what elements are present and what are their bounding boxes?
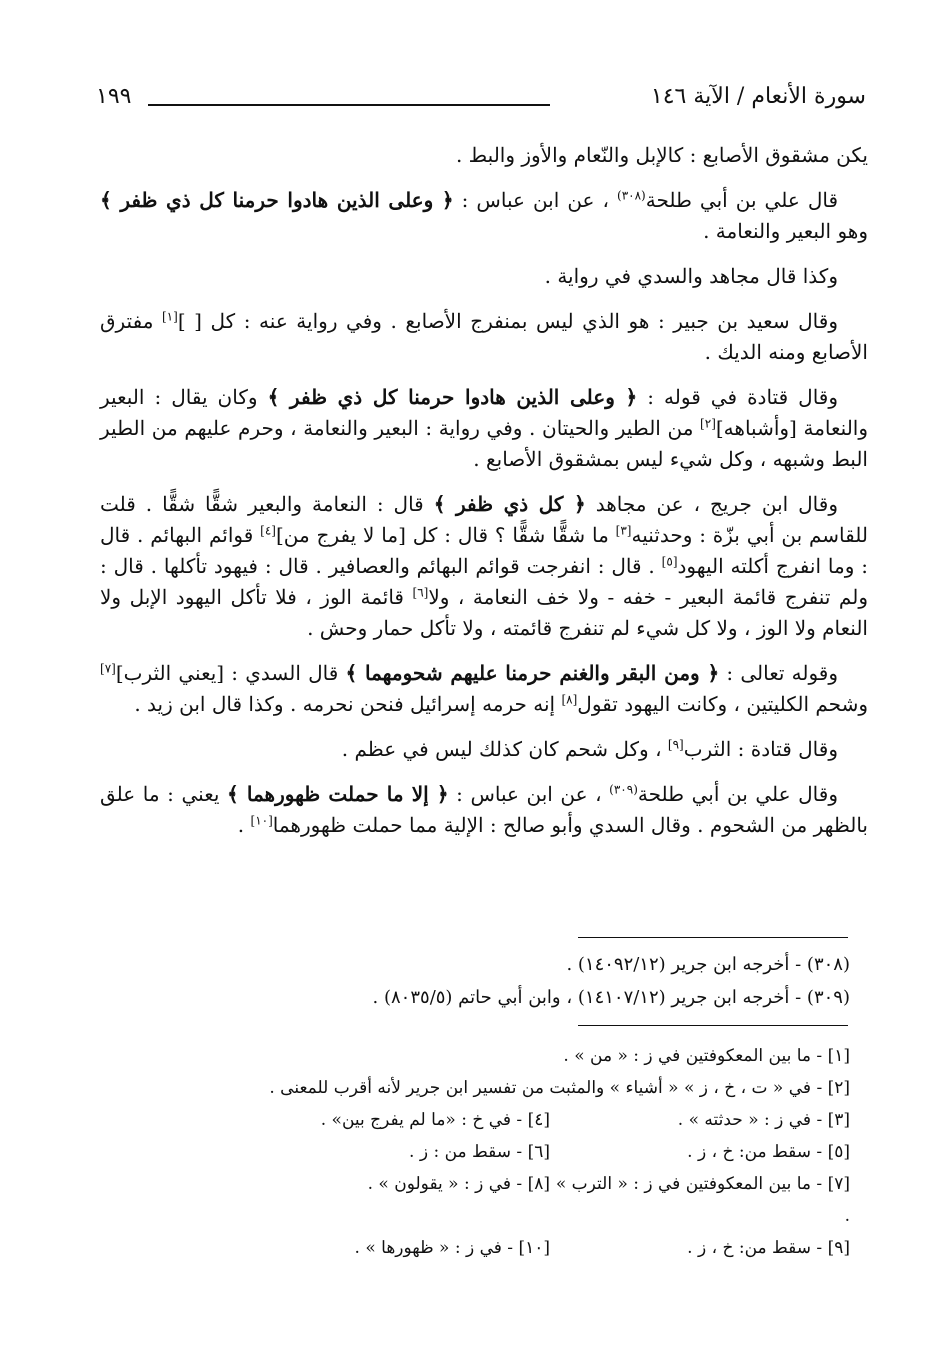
- variant-row: [90, 1168, 850, 1232]
- variant-row: [90, 1232, 850, 1264]
- footnote-marker: (٣٠٩): [609, 782, 638, 797]
- footnote-rule: [578, 937, 848, 938]
- text-run: وكان يقال : البعير والنعامة [وأشباهه]: [100, 385, 868, 440]
- variant-row: [90, 1072, 850, 1104]
- header-rule: [148, 104, 550, 106]
- footnote-marker: [٦]: [412, 585, 429, 600]
- text-run: وكذا قال مجاهد والسدي في رواية .: [544, 264, 838, 288]
- quran-verse: ﴿ وعلى الذين هادوا حرمنا كل ذي ظفر ﴾: [100, 188, 454, 212]
- text-run: وقال ابن جريج ، عن مجاهد: [585, 492, 838, 516]
- text-run: وقال قتادة في قوله :: [637, 385, 839, 409]
- quran-verse: ﴿ وعلى الذين هادوا حرمنا كل ذي ظفر ﴾: [267, 385, 638, 409]
- page-header: [96, 84, 866, 124]
- variant-note: [٥] - سقط من: خ ، ز .: [687, 1142, 850, 1162]
- text-run: ، عن ابن عباس :: [448, 782, 610, 806]
- text-run: وقوله تعالى :: [719, 661, 838, 685]
- manuscript-variants: [90, 1040, 850, 1264]
- footnote-marker: [١]: [161, 309, 178, 324]
- text-run: مفترق الأصابع ومنه الديك .: [100, 309, 868, 364]
- variant-note: [١] - ما بين المعكوفتين في ز : « من » .: [563, 1046, 850, 1066]
- text-run: وقال علي بن أبي طلحة: [637, 782, 838, 806]
- quran-verse: ﴿ ومن البقر والغنم حرمنا عليهم شحومهما ﴾: [345, 661, 720, 685]
- text-run: ، وكل شحم كان كذلك ليس في عظم .: [341, 737, 668, 761]
- variant-note: [٨] - في ز : « يقولون » .: [367, 1174, 550, 1194]
- text-run: . قال : انفرجت قوائم البهائم والعصافير . قال : فيهود تأكلها . قال : ولم تنفرج قائمة البعير - خفه - ولا خف النعامة ، ولا: [100, 554, 868, 609]
- text-run: يعني : ما علق بالظهر من الشحوم . وقال السدي وأبو صالح : الإلية مما حملت ظهورهما: [100, 782, 868, 837]
- running-head: سورة الأنعام / الآية ١٤٦: [650, 84, 866, 109]
- text-run: ما شقًّا شقًّا ؟ قال : كل [ما لا يفرج من]: [275, 523, 616, 547]
- paragraph: [100, 140, 868, 171]
- variant-note: [٣] - في ز : « حدثته » .: [677, 1110, 850, 1130]
- text-run: .: [237, 813, 251, 837]
- text-run: وقال قتادة : الثرب: [683, 737, 838, 761]
- footnote-marker: [٢]: [700, 416, 716, 431]
- footnote-marker: [٤]: [260, 523, 276, 538]
- paragraph: [100, 261, 868, 292]
- footnote-marker: [٣]: [615, 523, 632, 538]
- variant-note: [٦] - سقط من : ز .: [409, 1142, 550, 1162]
- paragraph: [100, 306, 868, 368]
- paragraph: [100, 779, 868, 841]
- paragraph: [100, 489, 868, 644]
- paragraph: [100, 658, 868, 720]
- text-run: من الطير والحيتان . وفي رواية : البعير والنعامة ، وحرم عليهم من الطير البط وشبهه ، وكل شيء ليس بمشقوق الأصابع .: [100, 416, 868, 471]
- footnote-marker: [٨]: [561, 692, 578, 707]
- text-run: يكن مشقوق الأصابع : كالإبل والنّعام والأوز والبط .: [455, 143, 868, 167]
- variant-note: [٩] - سقط من: خ ، ز .: [687, 1238, 850, 1258]
- variant-note: [٧] - ما بين المعكوفتين في ز : « الترب » .: [555, 1174, 850, 1226]
- paragraph: [100, 382, 868, 475]
- variants-rule: [578, 1025, 848, 1026]
- variant-note: [٢] - في « ت ، خ ، ز » « أشياء » والمثبت من تفسير ابن جرير لأنه أقرب للمعنى .: [269, 1078, 850, 1098]
- quran-verse: ﴿ إلا ما حملت ظهورهما ﴾: [226, 782, 449, 806]
- paragraph: [100, 734, 868, 765]
- page-number: ١٩٩: [96, 84, 132, 109]
- text-run: قوائم البهائم . قال : وما انفرج أكلته اليهود: [100, 523, 868, 578]
- text-run: إنه حرمه إسرائيل فنحن نحرمه . وكذا قال ابن زيد .: [134, 692, 562, 716]
- text-run: قائمة الوز ، فلا تأكل اليهود الإبل ولا النعام ولا الوز ، ولا كل شيء لم تنفرج قائمته ، ولا تأكل حمار وحش .: [100, 585, 868, 640]
- text-run: ، عن ابن عباس :: [453, 188, 617, 212]
- footnote-309: (٣٠٩) - أخرجه ابن جرير (١٤١٠٧/١٢) ، وابن أبي حاتم (٨٠٣٥/٥) .: [372, 987, 850, 1008]
- source-footnotes: [90, 948, 850, 1014]
- footnote-marker: [١٠]: [250, 813, 273, 828]
- text-run: قال : النعامة والبعير شقًّا شقًّا . قلت للقاسم بن أبي بزّة : وحدثنيه: [100, 492, 868, 547]
- text-run: قال السدي : [يعني الثرب]: [115, 661, 346, 685]
- footnote-marker: [٧]: [100, 661, 116, 676]
- footnote-marker: (٣٠٨): [617, 188, 646, 203]
- main-text: [100, 140, 868, 855]
- footnote-marker: [٩]: [667, 737, 684, 752]
- text-run: قال علي بن أبي طلحة: [645, 188, 838, 212]
- variant-row: [90, 1136, 850, 1168]
- text-run: وقال سعيد بن جبير : هو الذي ليس بمنفرج الأصابع . وفي رواية عنه : كل [ ]: [177, 309, 838, 333]
- text-run: وشحم الكليتين ، وكانت اليهود تقول: [577, 692, 868, 716]
- variant-row: [90, 1040, 850, 1072]
- quran-verse: ﴿ كل ذي ظفر ﴾: [433, 492, 586, 516]
- text-run: وهو البعير والنعامة .: [703, 219, 868, 243]
- variant-note: [٤] - في خ : «ما لم يفرج بين» .: [320, 1110, 550, 1130]
- variant-row: [90, 1104, 850, 1136]
- footnote-marker: [٥]: [661, 554, 678, 569]
- paragraph: [100, 185, 868, 247]
- footnote-308: (٣٠٨) - أخرجه ابن جرير (١٤٠٩٢/١٢) .: [566, 954, 850, 975]
- variant-note: [١٠] - في ز : « ظهورها » .: [354, 1238, 550, 1258]
